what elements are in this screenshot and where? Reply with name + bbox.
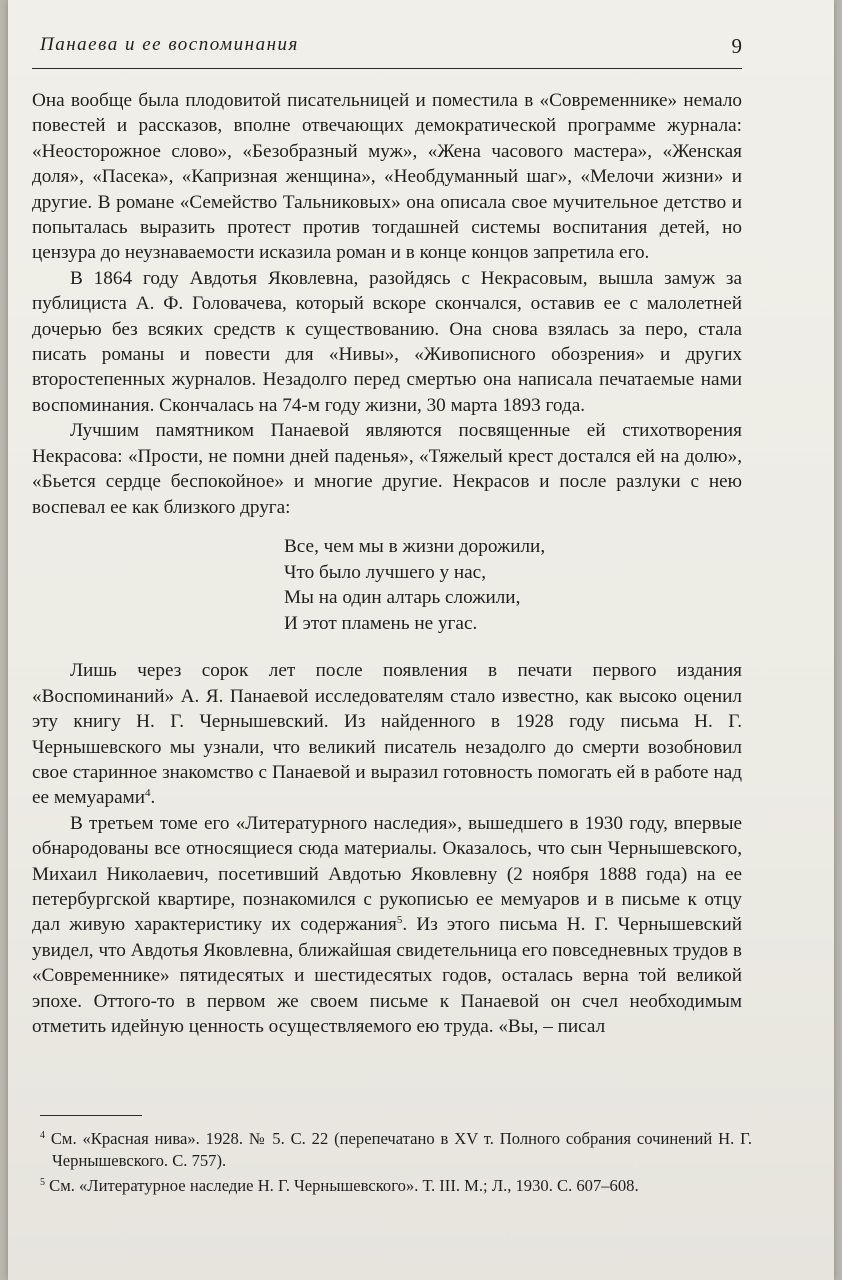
paragraph	[32, 658, 742, 810]
footnotes	[40, 1128, 752, 1200]
footnote-mark: 5	[40, 1177, 45, 1188]
verse-line: Все, чем мы в жизни дорожили,	[284, 535, 546, 557]
book-page	[8, 0, 834, 1280]
body-text	[32, 88, 742, 1039]
paragraph-text: . Из этого письма Н. Г. Чернышевский увидел, что Авдотья Яковлевна, ближайшая свидетельница его повседневных трудов в «Современнике» пятидесятых и шестидесятых годов, осталась верна той великой эпохе. Оттого-то в первом же своем письме к Панаевой он счел необходимым отметить идейную ценность осуществляемого ею труда. «Вы, – писал	[32, 914, 742, 1037]
paragraph-text: .	[150, 787, 156, 809]
footnote-divider	[40, 1115, 142, 1116]
page-number: 9	[731, 34, 742, 58]
verse-line: Мы на один алтарь сложили,	[284, 587, 521, 609]
footnote-text: См. «Литературное наследие Н. Г. Чернышевского». Т. III. М.; Л., 1930. С. 607–608.	[45, 1176, 639, 1195]
running-head: Панаева и ее воспоминания	[40, 34, 299, 55]
footnote-mark: 4	[40, 1130, 45, 1141]
paragraph: Она вообще была плодовитой писательницей и поместила в «Современнике» немало повестей и рассказов, вполне отвечающих демократической программе журнала: «Неосторожное слово», «Безобразный муж», «Жена часового мастера», «Женская доля», «Пасека», «Капризная женщина», «Необдуманный шаг», «Мелочи жизни» и другие. В романе «Семейство Тальниковых» она описала свое мучительное детство и попыталась выразить протест против тогдашней системы воспитания детей, но цензура до неузнаваемости исказила роман и в конце концов запретила его.	[32, 90, 742, 264]
paragraph: Лучшим памятником Панаевой являются посвященные ей стихотворения Некрасова: «Прости, не помни дней паденья», «Тяжелый крест достался ей на долю», «Бьется сердце беспокойное» и многие другие. Некрасов и после разлуки с нею воспевал ее как близкого друга:	[32, 420, 742, 518]
verse-line: Что было лучшего у нас,	[284, 561, 486, 583]
footnote-ref: 4	[145, 787, 151, 800]
paragraph: В 1864 году Авдотья Яковлевна, разойдясь с Некрасовым, вышла замуж за публициста А. Ф. Головачева, который вскоре скончался, оставив ее с малолетней дочерью без всяких средств к существованию. Она снова взялась за перо, стала писать романы и повести для «Нивы», «Живописного обозрения» и других второстепенных журналов. Незадолго перед смертью она написала печатаемые нами воспоминания. Скончалась на 74-м году жизни, 30 марта 1893 года.	[32, 267, 742, 416]
footnote	[40, 1175, 752, 1197]
footnote-text: См. «Красная нива». 1928. № 5. С. 22 (перепечатано в XV т. Полного собрания сочинений Н. Г. Чернышевского. С. 757).	[45, 1129, 752, 1170]
page-header	[32, 28, 742, 69]
verse-line: И этот пламень не угас.	[284, 612, 478, 634]
footnote	[40, 1128, 752, 1172]
paragraph	[32, 811, 742, 1040]
paragraph-text: Лишь через сорок лет после появления в печати первого издания «Воспоминаний» А. Я. Панаевой исследователям стало известно, как высоко оценил эту книгу Н. Г. Чернышевский. Из найденного в 1928 году письма Н. Г. Чернышевского мы узнали, что великий писатель незадолго до смерти возобновил свое старинное знакомство с Панаевой и выразил готовность помогать ей в работе над ее мемуарами	[32, 660, 742, 809]
paragraph-text: В третьем томе его «Литературного наследия», вышедшего в 1930 году, впервые обнародованы все относящиеся сюда материалы. Оказалось, что сын Чернышевского, Михаил Николаевич, посетивший Авдотью Яковлевну (2 ноября 1888 года) на ее петербургской квартире, познакомился с рукописью ее мемуаров и в письме к отцу дал живую характеристику их содержания	[32, 812, 742, 936]
verse-quote	[284, 534, 742, 636]
footnote-ref: 5	[396, 914, 403, 927]
